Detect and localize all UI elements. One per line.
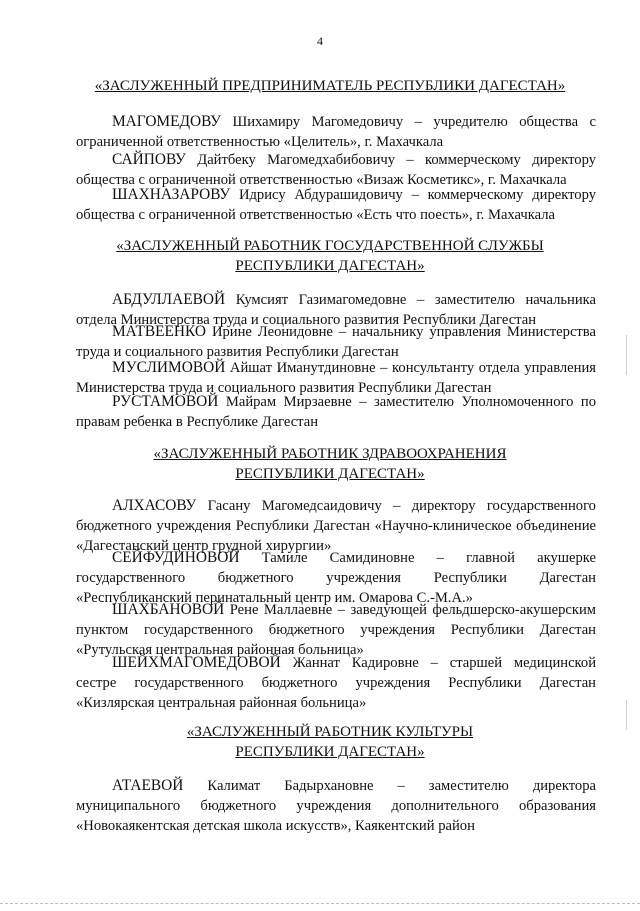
recipient-details: Шихамиру Магомедовичу – учредителю общества с ограниченной ответственностью «Целитель», г. Махачкала bbox=[76, 114, 596, 150]
recipient-surname: САЙПОВУ bbox=[112, 151, 186, 168]
award-entry bbox=[76, 150, 596, 190]
recipient-surname: МАТВЕЕНКО bbox=[112, 323, 207, 340]
recipient-surname: ШАХБАНОВОЙ bbox=[112, 601, 225, 618]
recipient-details: Ирине Леонидовне – начальнику управления Министерства труда и социального развития Республики Дагестан bbox=[76, 324, 596, 360]
page-edge bbox=[0, 903, 640, 904]
section-heading-entrepreneur bbox=[60, 76, 600, 96]
recipient-details: Майрам Мирзаевне – заместителю Уполномоченного по правам ребенка в Республике Дагестан bbox=[76, 394, 596, 430]
award-entry bbox=[76, 185, 596, 225]
section-heading-line: «ЗАСЛУЖЕННЫЙ РАБОТНИК ГОСУДАРСТВЕННОЙ СЛУЖБЫ bbox=[116, 238, 544, 254]
section-heading-line: РЕСПУБЛИКИ ДАГЕСТАН» bbox=[235, 744, 425, 760]
recipient-details: Жаннат Кадировне – старшей медицинской сестре государственного бюджетного учреждения Республики Дагестан «Кизлярская центральная районная больница» bbox=[76, 655, 597, 711]
section-heading-line: РЕСПУБЛИКИ ДАГЕСТАН» bbox=[235, 258, 425, 274]
recipient-surname: МАГОМЕДОВУ bbox=[112, 113, 222, 130]
section-heading-line: «ЗАСЛУЖЕННЫЙ РАБОТНИК ЗДРАВООХРАНЕНИЯ bbox=[153, 446, 507, 462]
recipient-details: Айшат Иманутдиновне – консультанту отдела управления Министерства труда и социального развития Республики Дагестан bbox=[76, 360, 596, 396]
award-entry bbox=[76, 776, 596, 836]
award-entry bbox=[76, 112, 596, 152]
recipient-surname: СЕЙФУДИНОВОЙ bbox=[112, 549, 240, 566]
section-heading-line: «ЗАСЛУЖЕННЫЙ РАБОТНИК КУЛЬТУРЫ bbox=[186, 724, 474, 740]
award-entry bbox=[76, 322, 596, 362]
award-entry bbox=[76, 548, 596, 608]
recipient-details: Гасану Магомедсаидовичу – директору государственного бюджетного учреждения Республики Дагестан «Научно-клиническое объединение «Дагестанский центр грудной хирургии» bbox=[76, 498, 596, 554]
scan-artifact bbox=[626, 700, 627, 730]
award-entry bbox=[76, 600, 596, 660]
recipient-surname: АБДУЛЛАЕВОЙ bbox=[112, 291, 226, 308]
section-heading-line: «ЗАСЛУЖЕННЫЙ ПРЕДПРИНИМАТЕЛЬ РЕСПУБЛИКИ ДАГЕСТАН» bbox=[94, 78, 566, 94]
recipient-surname: АТАЕВОЙ bbox=[112, 777, 184, 794]
recipient-surname: МУСЛИМОВОЙ bbox=[112, 359, 226, 376]
page-number: 4 bbox=[317, 34, 323, 48]
recipient-surname: ШАХНАЗАРОВУ bbox=[112, 186, 231, 203]
recipient-surname: АЛХАСОВУ bbox=[112, 497, 197, 514]
section-heading-healthcare bbox=[60, 444, 600, 484]
recipient-details: Рене Маллаевне – заведующей фельдшерско-акушерским пунктом государственного бюджетного учреждения Республики Дагестан «Рутульская центральная районная больница» bbox=[76, 602, 596, 658]
award-entry bbox=[76, 496, 596, 556]
recipient-surname: РУСТАМОВОЙ bbox=[112, 393, 219, 410]
scan-artifact bbox=[626, 335, 627, 375]
section-heading-culture bbox=[60, 722, 600, 762]
recipient-details: Тамиле Самидиновне – главной акушерке государственного бюджетного учреждения Республики Дагестан «Республиканский перинатальный центр им. Омарова С.-М.А.» bbox=[76, 550, 597, 606]
section-heading-civil-service bbox=[60, 236, 600, 276]
recipient-details: Калимат Бадырхановне – заместителю директора муниципального бюджетного учреждения дополнительного образования «Новокаякентская детская школа искусств», Каякентский район bbox=[76, 778, 596, 834]
award-entry bbox=[76, 653, 596, 713]
award-entry bbox=[76, 392, 596, 432]
recipient-details: Кумсият Газимагомедовне – заместителю начальника отдела Министерства труда и социального развития Республики Дагестан bbox=[76, 292, 596, 328]
recipient-details: Дайтбеку Магомедхабибовичу – коммерческому директору общества с ограниченной ответственностью «Визаж Косметикс», г. Махачкала bbox=[76, 152, 596, 188]
recipient-surname: ШЕЙХМАГОМЕДОВОЙ bbox=[112, 654, 281, 671]
section-heading-line: РЕСПУБЛИКИ ДАГЕСТАН» bbox=[235, 466, 425, 482]
recipient-details: Идрису Абдурашидовичу – коммерческому директору общества с ограниченной ответственностью «Есть что поесть», г. Махачкала bbox=[76, 187, 596, 223]
